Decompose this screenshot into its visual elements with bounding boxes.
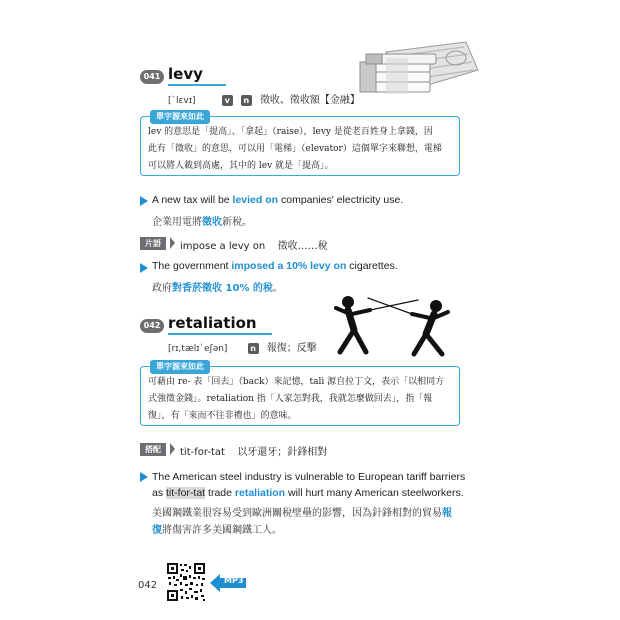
page-number: 042 xyxy=(138,580,158,591)
collocation-highlight: tit-for-tat xyxy=(166,487,206,499)
collocation-tag-arrow xyxy=(170,443,175,455)
phrase-english: impose a levy on xyxy=(180,241,266,252)
translation-line xyxy=(152,522,452,539)
meaning: 徵收、徵收額【金融】 xyxy=(259,95,360,106)
phrase-tag: 片語 xyxy=(140,237,166,250)
example-arrow-icon xyxy=(140,472,148,482)
word-origin-text xyxy=(148,124,454,175)
origin-line: 此有「徵收」的意思，可以用「電梯」（elevator）這個單字來聯想，電梯 xyxy=(148,144,442,154)
origin-line: 可以將人載到高處，其中的 lev 就是「提高」。 xyxy=(148,161,334,171)
sentence-line xyxy=(152,485,465,501)
qr-code[interactable] xyxy=(166,562,206,602)
example-translation xyxy=(152,505,452,539)
headword-retaliation: retaliation xyxy=(168,314,257,332)
collocation-english: tit-for-tat xyxy=(180,447,225,458)
text: 政府 xyxy=(152,283,172,294)
pos-noun-badge: n xyxy=(241,95,252,106)
word-origin-label: 單字源來如此 xyxy=(150,110,210,124)
highlight: 徵收 xyxy=(202,217,222,228)
definition-line xyxy=(168,88,360,107)
word-origin-text xyxy=(148,374,454,425)
example-sentence xyxy=(152,194,403,206)
cigarette-money-illustration xyxy=(356,32,480,108)
example-sentence xyxy=(152,260,398,272)
headword-underline xyxy=(168,84,226,86)
example-translation xyxy=(152,279,283,294)
text: will hurt many American steelworkers. xyxy=(285,487,464,499)
meaning: 報復；反擊 xyxy=(266,343,317,354)
headword-underline xyxy=(168,333,272,335)
text: A new tax will be xyxy=(152,194,233,206)
highlight: retaliation xyxy=(234,487,286,499)
example-sentence xyxy=(152,469,465,501)
pos-noun-badge: n xyxy=(248,343,259,354)
headword-levy: levy xyxy=(168,65,203,83)
text: trade xyxy=(205,487,235,499)
phrase-tag-arrow xyxy=(170,237,175,249)
mp3-label: MP3 xyxy=(224,576,244,585)
fencing-figures-illustration xyxy=(318,290,468,360)
text: cigarettes. xyxy=(346,260,398,272)
highlight: 復 xyxy=(152,525,162,536)
phonetic: [ˋlɛvɪ] xyxy=(168,96,196,106)
collocation-chinese: 以牙還牙；針鋒相對 xyxy=(237,447,328,458)
text: 新稅。 xyxy=(222,217,252,228)
highlight: levied on xyxy=(232,194,279,206)
phonetic: [rɪ,tælɪˋeʃən] xyxy=(168,344,228,354)
collocation-line xyxy=(180,443,327,458)
example-arrow-icon xyxy=(140,263,148,273)
phrase-line xyxy=(180,237,328,252)
text: 。 xyxy=(272,283,283,294)
origin-line: 式強徵金錢」。retaliation 指「人家怎對我，我就怎麼做回去」，指「報 xyxy=(148,394,433,404)
highlight: imposed a 10% levy on xyxy=(231,260,347,272)
sentence-line: The American steel industry is vulnerable to European tariff barriers xyxy=(152,471,466,483)
phrase-chinese: 徵收……稅 xyxy=(277,241,328,252)
cigarettes xyxy=(360,54,436,94)
origin-line: lev 的意思是「提高」、「拿起」（raise），levy 是從老百姓身上拿錢，因 xyxy=(148,127,433,137)
translation-line xyxy=(152,505,452,522)
collocation-tag: 搭配 xyxy=(140,443,166,456)
highlight: 對香菸徵收 10% 的稅 xyxy=(172,283,273,294)
highlight: 報 xyxy=(442,508,452,519)
text: The government xyxy=(152,260,232,272)
pos-verb-badge: v xyxy=(222,95,233,106)
word-origin-label: 單字源來如此 xyxy=(150,360,210,374)
text: companies' electricity use. xyxy=(278,194,404,206)
origin-line: 復」，有「來而不往非禮也」的意味。 xyxy=(148,411,297,421)
entry-number-badge: 041 xyxy=(140,70,164,84)
text: 企業用電將 xyxy=(152,217,202,228)
text: 美國鋼鐵業很容易受到歐洲關稅壁壘的影響，因為針鋒相對的貿易 xyxy=(152,508,442,519)
text: as xyxy=(152,487,167,499)
text: 將傷害許多美國鋼鐵工人。 xyxy=(162,525,282,536)
origin-line: 可藉由 re- 表「回去」（back）來記憶，tali 源自拉丁文，表示「以相同方 xyxy=(148,377,445,387)
example-translation xyxy=(152,213,252,228)
definition-line xyxy=(168,336,317,355)
example-arrow-icon xyxy=(140,196,148,206)
entry-number-badge: 042 xyxy=(140,319,164,333)
